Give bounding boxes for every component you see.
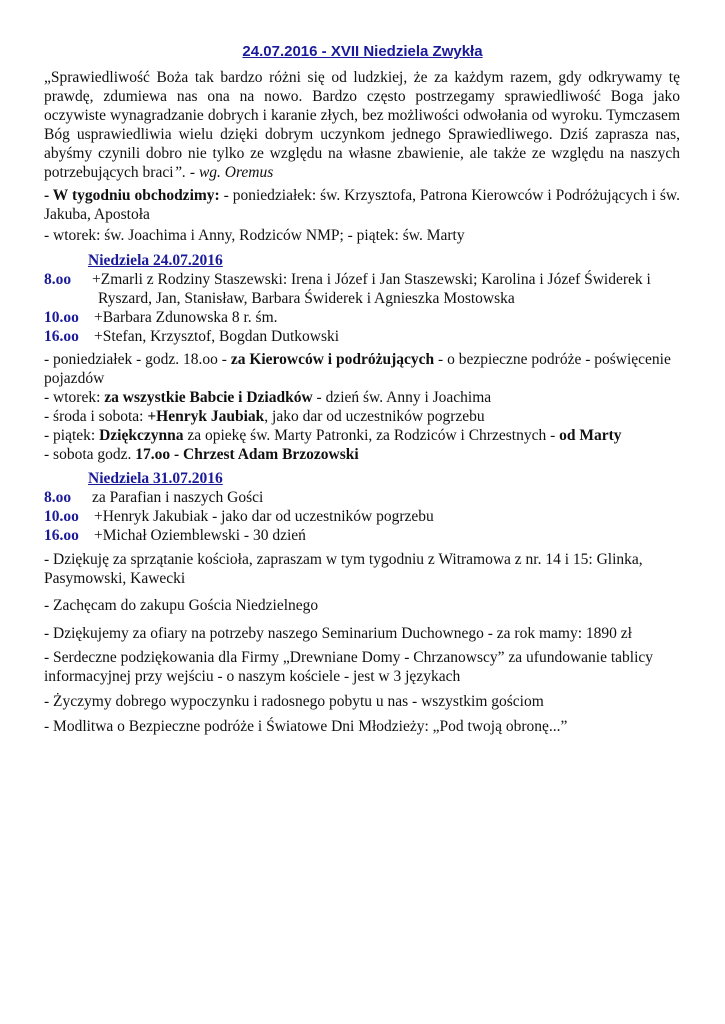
- weekday-text: - dzień św. Anny i Joachima: [312, 389, 492, 406]
- notice-item: - Życzymy dobrego wypoczynku i radosnego pobytu u nas - wszystkim gościom: [44, 693, 544, 710]
- weekday-tuesday: [44, 388, 684, 407]
- weekday-monday: [44, 350, 684, 388]
- mass-time: 10.oo: [44, 309, 79, 326]
- oremus-quote: [44, 68, 680, 182]
- weekday-friday: [44, 426, 684, 445]
- quote-text: „Sprawiedliwość Boża tak bardzo różni się od ludzkiej, że za każdym razem, gdy odkrywamy tę prawdę, zdumiewa nas ona na nowo. Bardzo często postrzegamy sprawiedliwość Boga jako oczywiste wynagradzanie dobrych i karanie złych, bez możliwości odwołania od wyroku. Tymczasem Bóg usprawiedliwia wielu dzięki dobrym uczynkom jednego Sprawiedliwego. Dziś zaprasza nas, abyśmy czynili dobro nie tylko ze względu na własne zbawienie, ale także ze względu na naszych potrzebujących braci: [44, 69, 680, 181]
- weekday-text: za opiekę św. Marty Patronki, za Rodziców i Chrzestnych -: [183, 427, 560, 444]
- mass-intention: +Henryk Jakubiak - jako dar od uczestników pogrzebu: [94, 508, 434, 525]
- weekday-saturday: [44, 445, 684, 464]
- mass-time: 8.oo: [44, 271, 72, 288]
- mass-time: 8.oo: [44, 489, 72, 506]
- mass-entry: [44, 308, 684, 327]
- weekday-text: - o bezpieczne podróże - poświęcenie pojazdów: [44, 351, 671, 387]
- weekday-intention: Dziękczynna: [99, 427, 184, 444]
- weekday-text: - piątek:: [44, 427, 100, 444]
- mass-intention: +Barbara Zdunowska 8 r. śm.: [94, 309, 278, 326]
- mass-entry: [44, 526, 684, 545]
- mass-entry: [44, 270, 684, 308]
- mass-intention: +Michał Oziemblewski - 30 dzień: [94, 527, 306, 544]
- page-title: 24.07.2016 - XVII Niedziela Zwykła: [242, 43, 483, 60]
- sunday-2-heading: Niedziela 31.07.2016: [88, 470, 223, 487]
- mass-intention: za Parafian i naszych Gości: [92, 489, 264, 506]
- notice-item: - Dziękujemy za ofiary na potrzeby naszego Seminarium Duchownego - za rok mamy: 1890 zł: [44, 625, 632, 642]
- weekday-intention: za Kierowców i podróżujących: [230, 351, 435, 368]
- quote-source: ”. - wg. Oremus: [173, 164, 274, 181]
- week-line-1: - poniedziałek: św. Krzysztofa, Patrona Kierowców i Podróżujących i św. Jakuba, Apostoła: [44, 187, 680, 223]
- notice-item: - Zachęcam do zakupu Gościa Niedzielnego: [44, 597, 319, 614]
- weekday-text: - poniedziałek - godz. 18.oo -: [44, 351, 231, 368]
- weekday-intention: +Henryk Jaubiak: [147, 408, 265, 425]
- weekday-text: - środa i sobota:: [44, 408, 148, 425]
- weekday-text: , jako dar od uczestników pogrzebu: [264, 408, 485, 425]
- mass-time: 16.oo: [44, 328, 79, 345]
- weekday-text: - sobota godz.: [44, 446, 136, 463]
- weekday-intention: za wszystkie Babcie i Dziadków: [104, 389, 313, 406]
- weekday-wednesday: [44, 407, 684, 426]
- mass-time: 10.oo: [44, 508, 79, 525]
- weekday-intention: od Marty: [559, 427, 622, 444]
- mass-entry: [44, 507, 684, 526]
- week-feasts: [44, 186, 680, 224]
- mass-entry: [44, 327, 684, 346]
- week-line-2: - wtorek: św. Joachima i Anny, Rodziców NMP; - piątek: św. Marty: [44, 227, 465, 244]
- weekday-text: - wtorek:: [44, 389, 105, 406]
- mass-entry: [44, 488, 684, 507]
- notice-item: - Modlitwa o Bezpieczne podróże i Światowe Dni Młodzieży: „Pod twoją obronę...”: [44, 718, 568, 735]
- notice-item: - Dziękuję za sprzątanie kościoła, zapraszam w tym tygodniu z Witramowa z nr. 14 i 15: Glinka, Pasymowski, Kawecki: [44, 551, 643, 587]
- sunday-1-heading: Niedziela 24.07.2016: [88, 252, 223, 269]
- week-label: - W tygodniu obchodzimy:: [44, 187, 220, 204]
- weekday-intention: 17.oo - Chrzest Adam Brzozowski: [135, 446, 359, 463]
- mass-intention: +Stefan, Krzysztof, Bogdan Dutkowski: [94, 328, 340, 345]
- notice-item: - Serdeczne podziękowania dla Firmy „Drewniane Domy - Chrzanowscy” za ufundowanie tablicy informacyjnej przy wejściu - o naszym kościele - jest w 3 językach: [44, 649, 654, 685]
- mass-intention: +Zmarli z Rodziny Staszewski: Irena i Józef i Jan Staszewski; Karolina i Józef Świderek i: [92, 271, 651, 288]
- mass-time: 16.oo: [44, 527, 79, 544]
- mass-intention-cont: Ryszard, Jan, Stanisław, Barbara Świderek i Agnieszka Mostowska: [98, 290, 515, 307]
